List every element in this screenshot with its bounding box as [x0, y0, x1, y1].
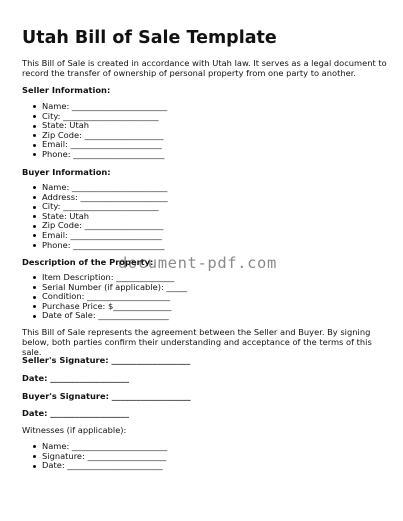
- witness-date-field: Date: _______________________: [22, 461, 167, 471]
- intro-paragraph: This Bill of Sale is created in accordance with Utah law. It serves as a legal document to record the transfer of ownership of personal property from one party to another.: [22, 58, 387, 79]
- seller-phone-field: Phone: ______________________: [22, 150, 167, 160]
- seller-zip-field: Zip Code: ___________________: [22, 131, 167, 141]
- seller-signature-line: Seller's Signature: ___________________: [22, 355, 191, 365]
- serial-number-field: Serial Number (if applicable): _____: [22, 283, 187, 293]
- page-title: Utah Bill of Sale Template: [22, 28, 277, 48]
- witnesses-heading: Witnesses (if applicable):: [22, 425, 127, 435]
- witness-signature-field: Signature: ___________________: [22, 452, 167, 462]
- seller-email-field: Email: ______________________: [22, 140, 167, 150]
- buyer-zip-field: Zip Code: ___________________: [22, 221, 168, 231]
- witness-field-list: [22, 442, 167, 471]
- seller-field-list: [22, 102, 167, 160]
- buyer-heading: Buyer Information:: [22, 167, 111, 177]
- purchase-price-field: Purchase Price: $______________: [22, 302, 187, 312]
- date-of-sale-field: Date of Sale: _________________: [22, 311, 187, 321]
- property-field-list: [22, 273, 187, 321]
- buyer-email-field: Email: ______________________: [22, 231, 168, 241]
- witness-name-field: Name: _______________________: [22, 442, 167, 452]
- buyer-city-field: City: _______________________: [22, 202, 168, 212]
- property-heading: Description of the Property:: [22, 257, 154, 267]
- buyer-date-line: Date: ___________________: [22, 408, 130, 418]
- buyer-state-field: State: Utah: [22, 212, 168, 222]
- seller-state-field: State: Utah: [22, 121, 167, 131]
- agreement-paragraph: This Bill of Sale represents the agreement between the Seller and Buyer. By signing below, both parties confirm their understanding and acceptance of the terms of this sale.: [22, 327, 372, 358]
- seller-city-field: City: _______________________: [22, 112, 167, 122]
- condition-field: Condition: ____________________: [22, 292, 187, 302]
- seller-heading: Seller Information:: [22, 85, 111, 95]
- buyer-name-field: Name: _______________________: [22, 183, 168, 193]
- seller-name-field: Name: _______________________: [22, 102, 167, 112]
- item-description-field: Item Description: ______________: [22, 273, 187, 283]
- buyer-address-field: Address: _____________________: [22, 193, 168, 203]
- buyer-phone-field: Phone: ______________________: [22, 241, 168, 251]
- seller-date-line: Date: ___________________: [22, 373, 130, 383]
- watermark: document-pdf.com: [118, 254, 277, 272]
- buyer-field-list: [22, 183, 168, 250]
- buyer-signature-line: Buyer's Signature: ___________________: [22, 391, 191, 401]
